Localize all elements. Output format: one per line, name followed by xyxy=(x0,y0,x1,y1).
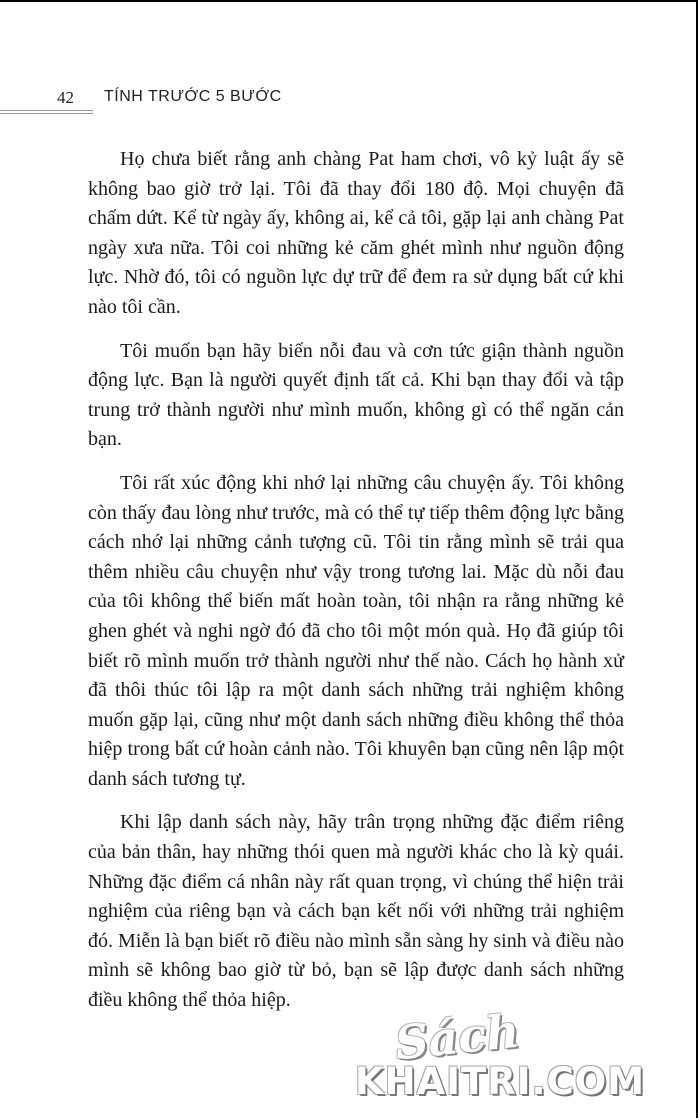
header-rule xyxy=(0,110,93,111)
header-rule xyxy=(0,113,93,114)
page-number: 42 xyxy=(57,88,74,107)
paragraph: Khi lập danh sách này, hãy trân trọng những đặc điểm riêng của bản thân, hay những thói quen mà người khác cho là kỳ quái. Những đặc điểm cá nhân này rất quan trọng, vì chúng thể hiện trải nghiệm của riêng bạn và cách bạn kết nối với những trải nghiệm đó. Miễn là bạn biết rõ điều nào mình sẵn sàng hy sinh và điều nào mình sẽ không bao giờ từ bỏ, bạn sẽ lập được danh sách những điều không thể thỏa hiệp. xyxy=(88,811,624,1012)
watermark-brand: KHAITRI.COM xyxy=(355,1060,646,1103)
paragraph: Tôi rất xúc động khi nhớ lại những câu chuyện ấy. Tôi không còn thấy đau lòng như trước, mà có thể tự tiếp thêm động lực bằng cách nhớ lại những cảnh tượng cũ. Tôi tin rằng mình sẽ trải qua thêm nhiều câu chuyện như vậy trong tương lai. Mặc dù nỗi đau của tôi không thể biến mất hoàn toàn, tôi nhận ra rằng những kẻ ghen ghét và nghi ngờ đó đã cho tôi một món quà. Họ đã giúp tôi biết rõ mình muốn trở thành người như thế nào. Cách họ hành xử đã thôi thúc tôi lập ra một danh sách những trải nghiệm không muốn gặp lại, cũng như một danh sách những điều không thể thỏa hiệp trong bất cứ hoàn cảnh nào. Tôi khuyên bạn cũng nên lập một danh sách tương tự. xyxy=(88,471,624,790)
paragraph: Họ chưa biết rằng anh chàng Pat ham chơi, vô kỷ luật ấy sẽ không bao giờ trở lại. Tôi đã thay đổi 180 độ. Mọi chuyện đã chấm dứt. Kể từ ngày ấy, không ai, kể cả tôi, gặp lại anh chàng Pat ngày xưa nữa. Tôi coi những kẻ căm ghét mình như nguồn động lực. Nhờ đó, tôi có nguồn lực dự trữ để đem ra sử dụng bất cứ khi nào tôi cần. xyxy=(88,148,624,318)
watermark-logo xyxy=(355,1003,685,1115)
body-text xyxy=(88,145,624,1030)
watermark-script: Sách xyxy=(392,1003,522,1071)
page-header xyxy=(0,84,700,124)
running-title: TÍNH TRƯỚC 5 BƯỚC xyxy=(104,88,282,105)
paragraph: Tôi muốn bạn hãy biến nỗi đau và cơn tức giận thành nguồn động lực. Bạn là người quyết định tất cả. Khi bạn thay đổi và tập trung trở thành người như mình muốn, không gì có thể ngăn cản bạn. xyxy=(88,339,624,451)
